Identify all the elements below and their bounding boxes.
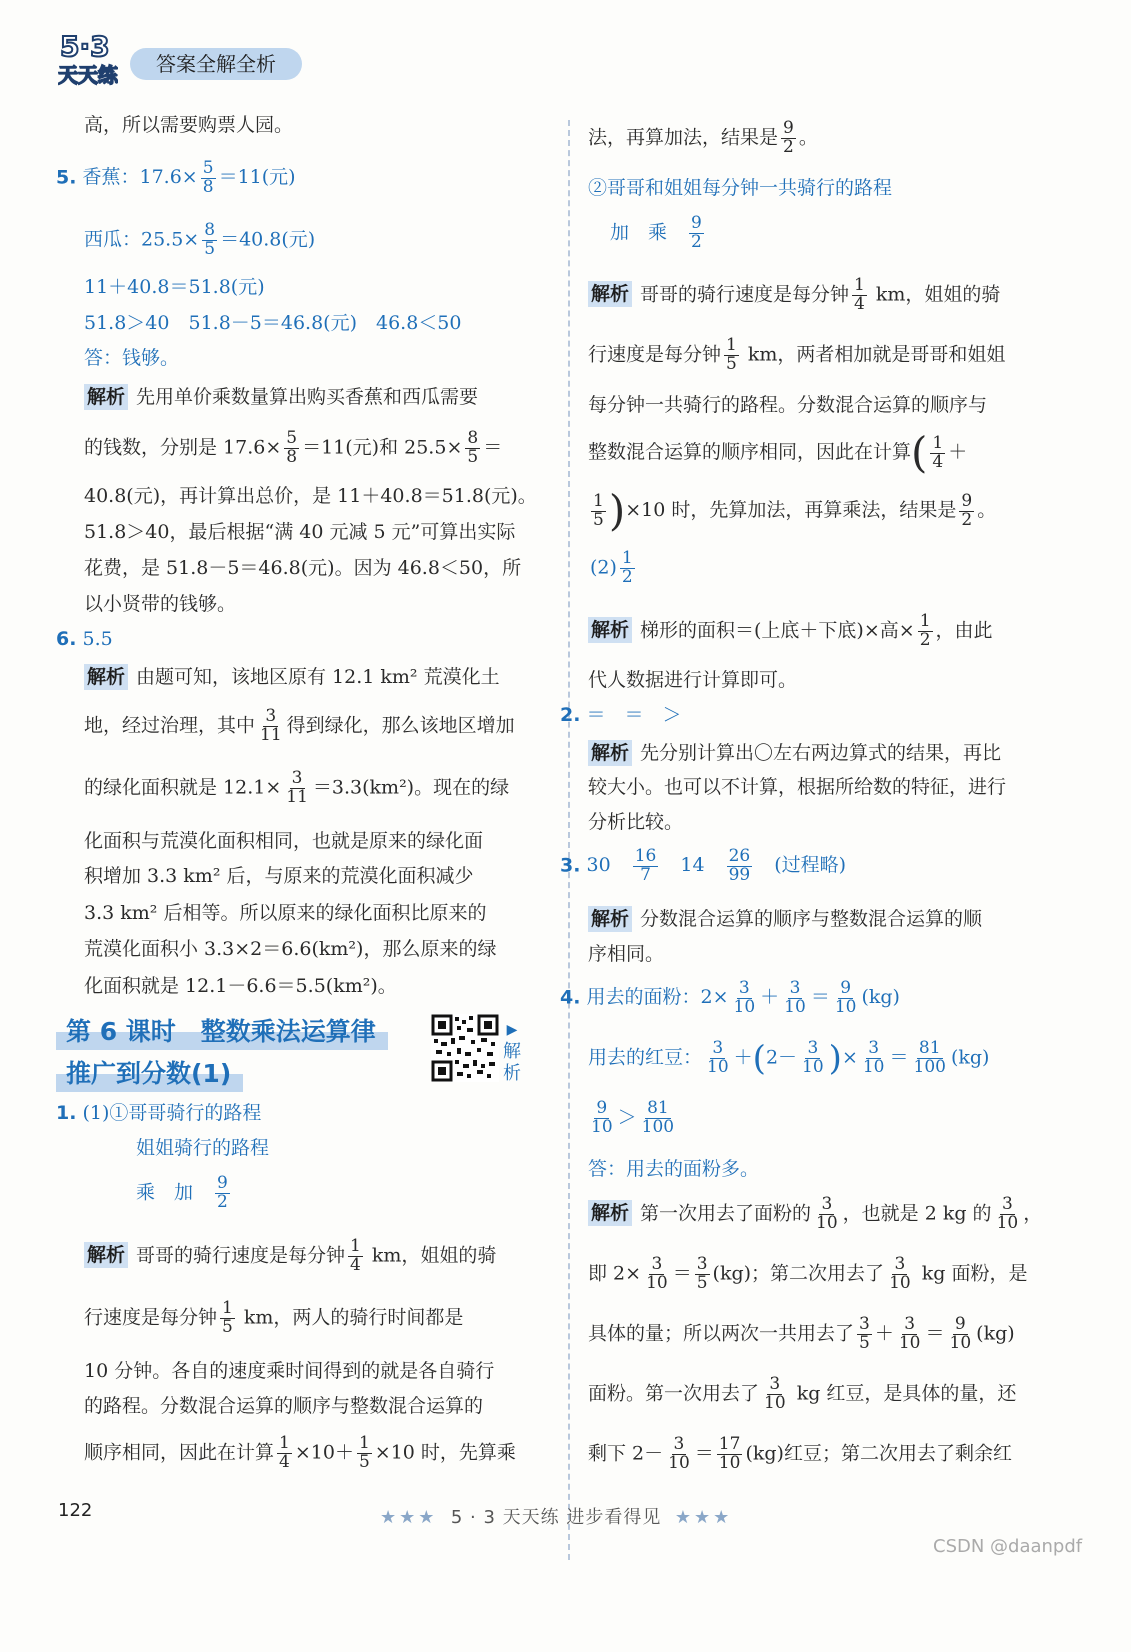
- text: 9: [840, 978, 852, 998]
- analysis-line: 化面积就是 12.1－6.6＝5.5(km²)。: [84, 975, 397, 997]
- answer-line: $\frac{9}{10}$ ＞ $\frac{81}{100}$: [591, 1098, 675, 1137]
- analysis-tag: 解析: [84, 1242, 128, 1268]
- fraction: [918, 613, 933, 650]
- text: 3: [712, 1038, 724, 1058]
- answer-line: 答：钱够。: [84, 347, 180, 369]
- text: 100: [913, 1056, 946, 1077]
- text: 7: [640, 864, 651, 885]
- fraction: [644, 1256, 670, 1293]
- analysis-line: 代人数据进行计算即可。: [588, 669, 798, 691]
- text: 10: [889, 1272, 911, 1293]
- analysis-line: 剩下 2－ $\frac{3}{10}$ ＝ $\frac{17}{10}$ (kg)红豆；第二次用去了剩余红: [588, 1434, 1012, 1473]
- text: 9: [954, 1314, 966, 1334]
- text: 3: [265, 706, 277, 726]
- question-4: 4. 用去的面粉：2× $\frac{3}{10}$ ＋ $\frac{3}{10}$ ＝ $\frac{9}{10}$ (kg): [560, 978, 900, 1017]
- section-subtitle: 推广到分数(1): [56, 1052, 243, 1092]
- text: 3: [1001, 1194, 1013, 1214]
- answer-line: 用去的红豆： $\frac{3}{10}$ ＋(2－ $\frac{3}{10}$ )× $\frac{3}{10}$ ＝ $\frac{81}{100}$ (kg): [588, 1038, 990, 1079]
- text: 8: [204, 220, 216, 240]
- analysis-line: $\frac{1}{5}$ )×10 时，先算加法，再算乘法，结果是 $\frac{9}{2}$ 。: [593, 486, 997, 535]
- analysis-tag: 解析: [588, 281, 632, 307]
- text: 3: [673, 1434, 685, 1454]
- analysis-tag: 解析: [84, 384, 128, 410]
- page-number: 122: [58, 1500, 93, 1521]
- analysis-line: 的路程。分数混合运算的顺序与整数混合运算的: [84, 1395, 484, 1417]
- text: 17: [718, 1434, 741, 1454]
- text: 10: [646, 1272, 668, 1293]
- text: 3: [821, 1194, 833, 1214]
- fraction: [887, 1256, 913, 1293]
- answer-line: 乘 加 $\frac{9}{2}$: [136, 1173, 228, 1212]
- fraction: [959, 490, 974, 530]
- analysis-line: 荒漠化面积小 3.3×2＝6.6(km²)，那么原来的绿: [84, 938, 497, 960]
- text: 10: [816, 1212, 838, 1233]
- fraction: [465, 430, 480, 467]
- text: 5: [286, 428, 298, 448]
- text: 3: [807, 1038, 819, 1058]
- analysis-line: 具体的量；所以两次一共用去了 $\frac{3}{5}$ ＋ $\frac{3}{10}$ ＝ $\frac{9}{10}$ (kg): [588, 1314, 1015, 1353]
- text: 10: [802, 1056, 824, 1077]
- analysis-line: 解析 分数混合运算的顺序与整数混合运算的顺: [588, 906, 982, 932]
- text: 1: [593, 490, 604, 511]
- fraction: [258, 708, 284, 745]
- text-line: 法，再算加法，结果是 $\frac{9}{2}$ 。: [588, 118, 818, 157]
- text: 10: [996, 1212, 1019, 1233]
- analysis-line: 行速度是每分钟 $\frac{1}{5}$ km，两人的骑行时间都是: [84, 1298, 464, 1337]
- fraction: [666, 1436, 692, 1473]
- section-title: 第 6 课时 整数乘法运算律: [56, 1010, 388, 1050]
- analysis-line: 的钱数，分别是 17.6× $\frac{5}{8}$ ＝11(元)和 25.5× $\frac{8}{5}$ ＝: [84, 428, 503, 467]
- analysis-line: 序相同。: [588, 943, 665, 965]
- text: 9: [217, 1173, 228, 1193]
- analysis-line: 51.8＞40，最后根据“满 40 元减 5 元”可算出实际: [84, 521, 516, 543]
- analysis-line: 顺序相同，因此在计算 $\frac{1}{4}$ ×10＋ $\frac{1}{5}$ ×10 时，先算乘: [84, 1433, 516, 1472]
- analysis-tag: 解析: [588, 906, 632, 932]
- analysis-line: 行速度是每分钟 $\frac{1}{5}$ km，两者相加就是哥哥和姐姐: [588, 335, 1006, 374]
- analysis-line: 的绿化面积就是 12.1× $\frac{3}{11}$ ＝3.3(km²)。现在的绿: [84, 768, 510, 807]
- text: 2: [783, 136, 794, 157]
- fraction: [202, 222, 217, 259]
- text: 10: [898, 1332, 921, 1353]
- text: 11: [260, 724, 282, 745]
- text: 5: [726, 353, 737, 374]
- watermark: CSDN @daanpdf: [933, 1536, 1083, 1557]
- analysis-tag: 解析: [588, 1200, 632, 1226]
- text: 10: [591, 1116, 613, 1137]
- question-3: 3. 30 $\frac{16}{7}$ 14 $\frac{26}{99}$ (过程略): [560, 846, 847, 885]
- fraction: [781, 120, 796, 157]
- answer-line: 11＋40.8＝51.8(元): [84, 276, 265, 298]
- analysis-line: 40.8(元)，再计算出总价，是 11＋40.8＝51.8(元)。: [84, 485, 537, 507]
- footer-slogan: ★★★ 5 · 3 天天练 进步看得见 ★★★: [380, 1507, 733, 1528]
- fraction: [857, 1316, 872, 1353]
- text: 100: [641, 1116, 675, 1137]
- fraction: [782, 980, 808, 1017]
- text: 81: [918, 1038, 941, 1058]
- fraction: [732, 980, 758, 1017]
- text: 26: [728, 846, 751, 866]
- text: 1: [358, 1433, 370, 1453]
- text: 99: [728, 864, 751, 885]
- fraction: [357, 1435, 372, 1472]
- analysis-tag: 解析: [588, 617, 632, 643]
- text: 81: [647, 1098, 669, 1118]
- fraction: [800, 1040, 826, 1077]
- fraction: [589, 1100, 615, 1137]
- text: 2: [691, 231, 702, 252]
- analysis-tag: 解析: [588, 740, 632, 766]
- text: 3: [291, 768, 303, 788]
- text: 9: [596, 1098, 608, 1118]
- text: 16: [634, 846, 657, 866]
- svg-text:5·3: 5·3: [60, 30, 110, 63]
- fraction: [201, 160, 216, 197]
- question-5: 5. 香蕉：17.6× $\frac{5}{8}$ ＝11(元): [56, 158, 296, 197]
- text: 10: [718, 1452, 741, 1473]
- text: 10: [862, 1056, 885, 1077]
- qr-code-icon[interactable]: [431, 1014, 499, 1082]
- fraction: [695, 1256, 710, 1293]
- answer-line: (2) $\frac{1}{2}$: [590, 548, 633, 587]
- text: 5: [467, 446, 479, 467]
- text: 1: [919, 611, 931, 631]
- fraction: [897, 1316, 923, 1353]
- text: 4: [350, 1254, 361, 1275]
- analysis-line: 积增加 3.3 km² 后，与原来的荒漠化面积减少: [84, 865, 474, 887]
- text: 4: [279, 1451, 290, 1472]
- text: 2: [621, 566, 633, 587]
- analysis-line: 面粉。第一次用去了 $\frac{3}{10}$ kg 红豆，是具体的量，还: [588, 1374, 1017, 1413]
- analysis-tag: 解析: [84, 664, 128, 690]
- text: 5: [204, 238, 216, 259]
- analysis-line: 即 2× $\frac{3}{10}$ ＝ $\frac{3}{5}$ (kg)；第二次用去了 $\frac{3}{10}$ kg 面粉，是: [588, 1254, 1028, 1293]
- analysis-line: 每分钟一共骑行的路程。分数混合运算的顺序与: [588, 394, 988, 416]
- answer-line: 加 乘 $\frac{9}{2}$: [610, 213, 702, 252]
- answer-line: 答：用去的面粉多。: [588, 1158, 760, 1180]
- fraction: [861, 1040, 887, 1077]
- answer-line: 西瓜：25.5× $\frac{8}{5}$ ＝40.8(元): [84, 220, 316, 259]
- analysis-line: 3.3 km² 后相等。所以原来的绿化面积比原来的: [84, 902, 487, 924]
- text: 3: [738, 978, 750, 998]
- text: 1: [621, 548, 633, 568]
- analysis-line: 解析 梯形的面积＝(上底＋下底)×高× $\frac{1}{2}$ ，由此: [588, 613, 993, 650]
- analysis-line: 10 分钟。各自的速度乘时间得到的就是各自骑行: [84, 1360, 495, 1382]
- analysis-line: 解析 哥哥的骑行速度是每分钟 $\frac{1}{4}$ km，姐姐的骑: [84, 1238, 496, 1275]
- fraction: [912, 1040, 948, 1077]
- text: 3: [651, 1254, 663, 1274]
- logo-icon: [58, 26, 118, 86]
- text: 3: [696, 1254, 708, 1274]
- text: 3: [868, 1038, 880, 1058]
- answer-line: 51.8＞40 51.8－5＝46.8(元) 46.8＜50: [84, 312, 462, 334]
- fraction: [633, 848, 659, 885]
- analysis-line: 解析 哥哥的骑行速度是每分钟 $\frac{1}{4}$ km，姐姐的骑: [588, 277, 1000, 314]
- text: 1: [854, 275, 865, 295]
- fraction: [705, 1040, 731, 1077]
- text: 9: [691, 213, 702, 233]
- text: 11: [286, 786, 308, 807]
- question-6: 6. 5.5: [56, 628, 113, 650]
- svg-text:天天练: 天天练: [58, 63, 118, 86]
- text: 10: [949, 1332, 972, 1353]
- text: 10: [764, 1392, 786, 1413]
- text: 2: [919, 629, 931, 650]
- analysis-line: 解析 由题可知，该地区原有 12.1 km² 荒漠化土: [84, 664, 500, 690]
- fraction: [948, 1316, 974, 1353]
- text: 2: [217, 1191, 228, 1212]
- fraction: [852, 277, 867, 314]
- text: 2: [961, 509, 973, 530]
- fraction: [930, 432, 945, 472]
- fraction: [348, 1238, 363, 1275]
- text: 1: [726, 335, 737, 355]
- text: 3: [859, 1314, 870, 1334]
- text: 10: [707, 1056, 729, 1077]
- fraction: [689, 215, 704, 252]
- text: 1: [222, 1298, 233, 1318]
- text: 9: [783, 118, 794, 138]
- text: 5: [696, 1272, 708, 1293]
- analysis-line: 较大小。也可以不计算，根据所给数的特征，进行: [588, 776, 1007, 798]
- column-divider: [568, 120, 570, 1560]
- answer-line: ②哥哥和姐姐每分钟一共骑行的路程: [588, 177, 893, 199]
- analysis-line: 解析 第一次用去了面粉的 $\frac{3}{10}$ ，也就是 2 kg 的 $\frac{3}{10}$ ，: [588, 1196, 1042, 1233]
- fraction: [284, 430, 299, 467]
- answer-line: 姐姐骑行的路程: [136, 1137, 270, 1159]
- fraction: [814, 1196, 840, 1233]
- analysis-line: 解析 先用单价乘数量算出购买香蕉和西瓜需要: [84, 384, 478, 410]
- text: 10: [668, 1452, 690, 1473]
- text: 4: [932, 451, 944, 472]
- fraction: [995, 1196, 1021, 1233]
- fraction: [762, 1376, 788, 1413]
- text: 8: [202, 176, 214, 197]
- fraction: [591, 490, 606, 530]
- fraction: [220, 1300, 235, 1337]
- fraction: [277, 1435, 292, 1472]
- text: 8: [286, 446, 298, 467]
- text-line: 高，所以需要购票人园。: [84, 114, 294, 136]
- fraction: [727, 848, 753, 885]
- text: 5: [202, 158, 214, 178]
- text: 3: [789, 978, 801, 998]
- text: 3: [769, 1374, 781, 1394]
- text: 5: [859, 1332, 870, 1353]
- qr-label: ▶ 解析: [503, 1022, 521, 1084]
- text: 5: [222, 1316, 233, 1337]
- text: 4: [854, 293, 865, 314]
- text: 5: [358, 1451, 370, 1472]
- text: 10: [834, 996, 857, 1017]
- fraction: [717, 1436, 743, 1473]
- text: 9: [961, 490, 973, 511]
- fraction: [215, 1175, 230, 1212]
- analysis-line: 以小贤带的钱够。: [84, 593, 237, 615]
- fraction: [833, 980, 859, 1017]
- text: 5: [593, 509, 604, 530]
- text: 8: [467, 428, 479, 448]
- analysis-line: 地，经过治理，其中 $\frac{3}{11}$ 得到绿化，那么该地区增加: [84, 706, 515, 745]
- analysis-line: 解析 先分别计算出〇左右两边算式的结果，再比: [588, 740, 1001, 766]
- analysis-line: 分析比较。: [588, 811, 684, 833]
- fraction: [620, 550, 635, 587]
- text: 10: [784, 996, 806, 1017]
- text: 1: [350, 1236, 361, 1256]
- question-1: 1. (1)①哥哥骑行的路程: [56, 1102, 262, 1124]
- fraction: [724, 337, 739, 374]
- analysis-line: 化面积与荒漠化面积相同，也就是原来的绿化面: [84, 830, 484, 852]
- question-2: 2. ＝ ＝ ＞: [560, 704, 682, 726]
- text: 3: [904, 1314, 916, 1334]
- fraction: [284, 770, 310, 807]
- fraction: [640, 1100, 676, 1137]
- text: 1: [279, 1433, 290, 1453]
- header-tag: 答案全解全析: [130, 48, 302, 80]
- analysis-line: 整数混合运算的顺序相同，因此在计算( $\frac{1}{4}$ ＋: [588, 428, 968, 477]
- analysis-line: 花费，是 51.8－5＝46.8(元)。因为 46.8＜50，所: [84, 557, 522, 579]
- text: 10: [733, 996, 756, 1017]
- text: 3: [894, 1254, 906, 1274]
- text: 1: [932, 432, 944, 453]
